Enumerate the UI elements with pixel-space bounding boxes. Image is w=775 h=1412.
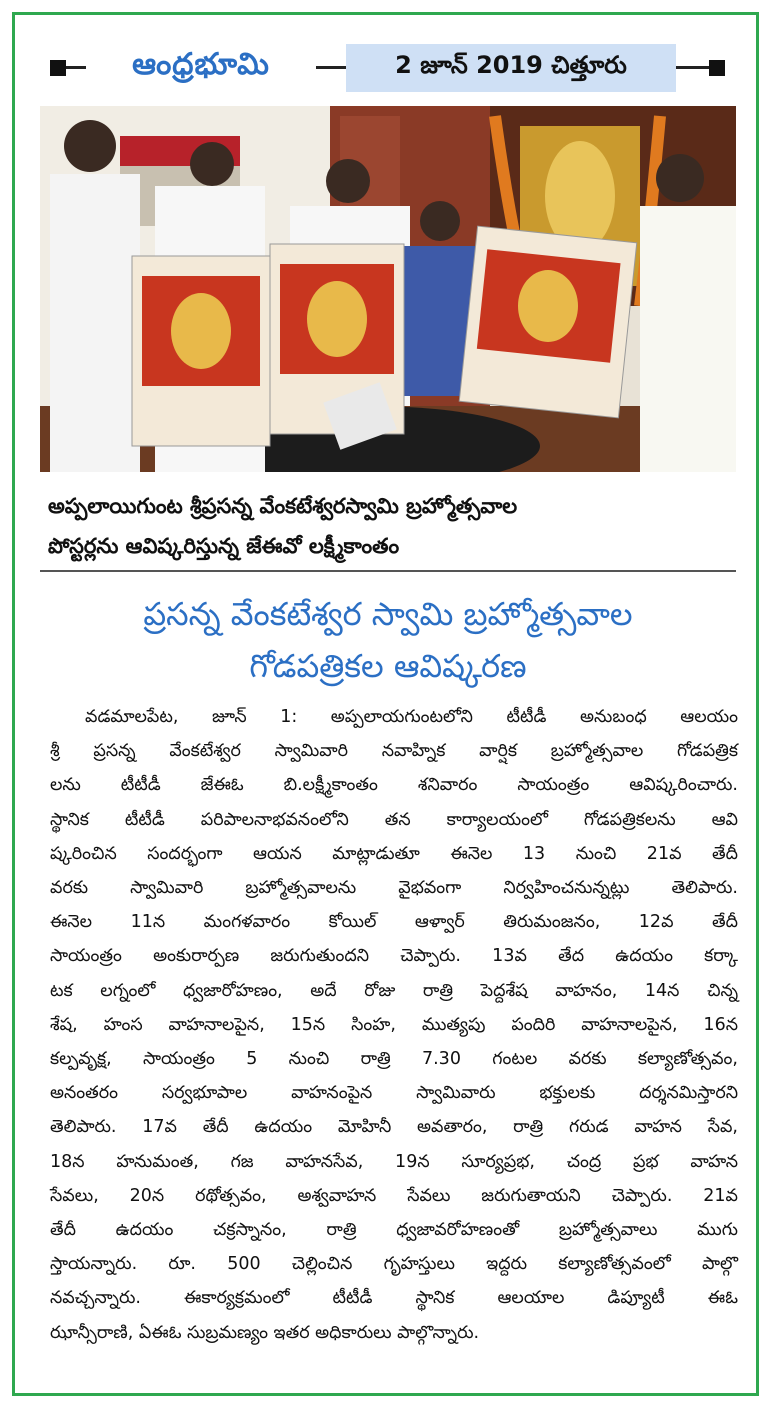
article-line: ష్కరించిన సందర్భంగా ఆయన మాట్లాడుతూ ఈనెల 13 నుంచి 21వ తేదీ <box>50 843 738 864</box>
article-line: శేష, హంస వాహనాలపైన, 15న సింహ, ముత్యపు పందిరి వాహనాలపైన, 16న <box>50 1014 738 1035</box>
article-line: లను టీటీడీ జేఈఓ బి.లక్ష్మీకాంతం శనివారం సాయంత్రం ఆవిష్కరించారు. <box>50 775 738 796</box>
article-line: 18న హనుమంత, గజ వాహనసేవ, 19న సూర్యప్రభ, చంద్ర ప్రభ వాహన <box>50 1151 738 1172</box>
news-photo <box>40 106 736 472</box>
article-line: స్తాయన్నారు. రూ. 500 చెల్లించిన గృహస్తులు ఇద్దరు కల్యాణోత్సవంలో పాల్గొ <box>50 1254 738 1275</box>
article-line: ఈనెల 11న మంగళవారం కోయిల్ ఆళ్వార్ తిరుమంజనం, 12వ తేదీ <box>50 912 738 933</box>
article-line: తేదీ ఉదయం చక్రస్నానం, రాత్రి ధ్వజావరోహణంతో బ్రహ్మోత్సవాలు ముగు <box>50 1220 738 1241</box>
article-line: అనంతరం సర్వభూపాల వాహనంపైన స్వామివారు భక్తులకు దర్శనమిస్తారని <box>50 1083 738 1104</box>
dateline: 2 జూన్ 2019 చిత్తూరు <box>346 44 676 92</box>
caption-line-1: అప్పలాయిగుంట శ్రీప్రసన్న వేంకటేశ్వరస్వామి బ్రహ్మోత్సవాల <box>48 494 518 518</box>
article-line: వడమాలపేట, జూన్ 1: అప్పలాయగుంటలోని టీటీడీ అనుబంధ ఆలయం <box>85 707 738 727</box>
headline-line-2: గోడపత్రికల ఆవిష్కరణ <box>249 647 527 685</box>
masthead-square-right <box>709 60 725 76</box>
photo-illustration <box>40 106 736 472</box>
masthead-square-left <box>50 60 66 76</box>
article-line: టక లగ్నంలో ధ్వజారోహణం, అదే రోజు రాత్రి పెద్దశేష వాహనం, 14న చిన్న <box>50 980 738 1001</box>
article-line: కల్పవృక్ష, సాయంత్రం 5 నుంచి రాత్రి 7.30 గంటల వరకు కల్యాణోత్సవం, <box>50 1049 738 1070</box>
caption-line-2: పోస్టర్లను ఆవిష్కరిస్తున్న జేఈవో లక్ష్మీకాంతం <box>48 534 400 558</box>
article-line: ఝాన్సీరాణి, ఏఈఓ సుబ్రమణ్యం ఇతర అధికారులు పాల్గొన్నారు. <box>50 1322 480 1343</box>
article-line: వరకు స్వామివారి బ్రహ్మోత్సవాలను వైభవంగా నిర్వహించనున్నట్లు తెలిపారు. <box>50 878 738 899</box>
logo-text: ఆంధ్రభూమి <box>132 47 270 82</box>
article-body <box>50 700 738 1350</box>
newspaper-logo <box>86 44 316 92</box>
article-line: తెలిపారు. 17వ తేదీ ఉదయం మోహినీ అవతారం, రాత్రి గరుడ వాహన సేవ, <box>50 1117 738 1138</box>
photo-caption <box>48 486 738 566</box>
caption-divider <box>40 570 736 572</box>
article-line: శ్రీ ప్రసన్న వేంకటేశ్వర స్వామివారి నవాహ్నిక వార్షిక బ్రహ్మోత్సవాల గోడపత్రిక <box>50 741 738 762</box>
headline-line-1: ప్రసన్న వేంకటేశ్వర స్వామి బ్రహ్మోత్సవాల <box>143 595 633 633</box>
article-headline <box>40 588 736 692</box>
article-line: సేవలు, 20న రథోత్సవం, అశ్వవాహన సేవలు జరుగుతాయని చెప్పారు. 21వ <box>50 1185 738 1206</box>
article-line: స్థానిక టీటీడీ పరిపాలనాభవనంలోని తన కార్యాలయంలో గోడపత్రికలను ఆవి <box>50 809 738 830</box>
article-line: నవచ్చన్నారు. ఈకార్యక్రమంలో టీటీడీ స్థానిక ఆలయాల డిప్యూటీ ఈఓ <box>50 1288 738 1309</box>
article-line: సాయంత్రం అంకురార్పణ జరుగుతుందని చెప్పారు. 13వ తేద ఉదయం కర్కా <box>50 946 738 967</box>
masthead <box>50 40 725 96</box>
